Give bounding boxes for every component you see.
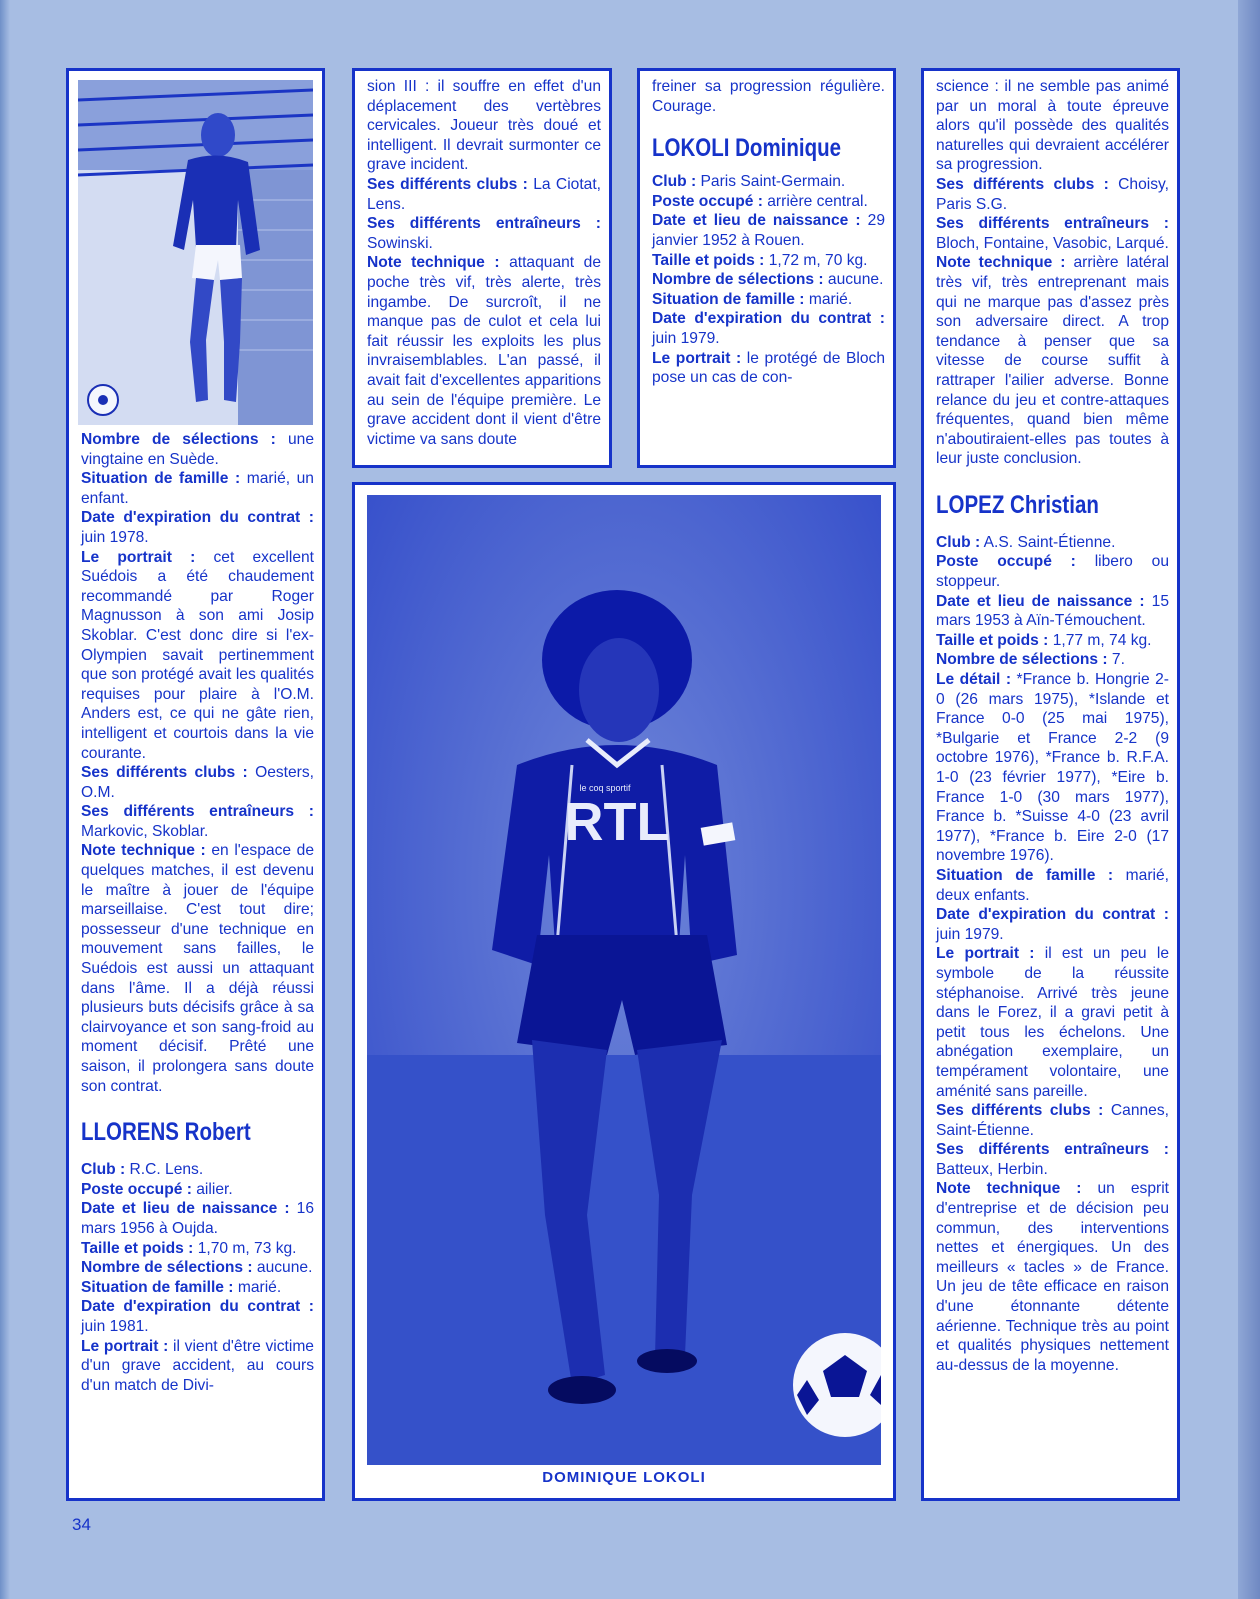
col1-para-famille2: Situation de famille : marié.	[81, 1278, 282, 1296]
col4-para-detail: Le détail : *France b. Hongrie 2-0 (26 mars 1975), *Islande et France 0-0 (25 mai 1975), *Bulgarie et France 2-2 (9 octobre 1976), *France b. R.F.A. 1-0 (23 février 1977), *Eire b. France 1-0 (30 mars 1977), France b. *Suisse 4-0 (23 avril 1977), *France b. Eire 2-0 (17 novembre 1976).	[936, 671, 1169, 865]
col3-para-intro: freiner sa progression régulière. Courage.	[652, 78, 885, 115]
col4-para-clubs: Ses différents clubs : Choisy, Paris S.G.	[936, 175, 1169, 213]
player-name-lopez: LOPEZ Christian	[936, 490, 1099, 519]
col4-para-selections: Nombre de sélections : 7.	[936, 651, 1125, 669]
page-right-edge	[1238, 0, 1260, 1599]
col1-para-selections2: Nombre de sélections : aucune.	[81, 1259, 313, 1277]
player-photo-1-image	[78, 80, 313, 425]
col3-para-club: Club : Paris Saint-Germain.	[652, 173, 846, 191]
column-4-box	[921, 68, 1180, 1501]
col1-para-contrat: Date d'expiration du contrat : juin 1978.	[81, 509, 314, 546]
col3-para-naissance: Date et lieu de naissance : 29 janvier 1952 à Rouen.	[652, 212, 885, 249]
col1-para-taille: Taille et poids : 1,70 m, 73 kg.	[81, 1239, 297, 1257]
col3-para-portrait: Le portrait : le protégé de Bloch pose un cas de con-	[652, 349, 885, 387]
col4-para-poste: Poste occupé : libero ou stoppeur.	[936, 553, 1170, 591]
col4-para-clubs2: Ses différents clubs : Cannes, Saint-Étienne.	[936, 1102, 1169, 1139]
jersey-brand-text: le coq sportif	[579, 783, 631, 793]
col3-para-taille: Taille et poids : 1,72 m, 70 kg.	[652, 251, 868, 269]
col1-para-entraineurs: Ses différents entraîneurs : Markovic, Skoblar.	[81, 803, 314, 840]
col3-para-poste: Poste occupé : arrière central.	[652, 192, 868, 210]
col4-para-taille: Taille et poids : 1,77 m, 74 kg.	[936, 631, 1152, 649]
col1-para-club: Club : R.C. Lens.	[81, 1161, 204, 1179]
col4-para-club: Club : A.S. Saint-Étienne.	[936, 533, 1116, 551]
column-1-box	[66, 68, 325, 1501]
col1-para-portrait: Le portrait : cet excellent Suédois a été chaudement recommandé par Roger Magnusson à son ami Josip Skoblar. C'est donc dire si l'ex-Olympien savait pertinemment que son protégé avait les qualités requises pour plaire à l'O.M. Anders est, ce qui ne gâte rien, intelligent et courtois dans la vie courante.	[81, 548, 314, 762]
col1-para-naissance: Date et lieu de naissance : 16 mars 1956 à Oujda.	[81, 1200, 314, 1237]
col4-para-intro: science : il ne semble pas animé par un moral à toute épreuve alors qu'il possède des qualités naturelles qui devraient accélérer sa progression.	[936, 78, 1169, 174]
photo-anders	[78, 80, 313, 425]
column-2-box	[352, 68, 612, 468]
col1-para-famille: Situation de famille : marié, un enfant.	[81, 470, 314, 507]
page-number: 34	[72, 1515, 91, 1534]
column-3-box	[637, 68, 896, 468]
col1-para-note: Note technique : en l'espace de quelques matches, il est devenu le maître à jouer de l'équipe marseillaise. C'est tout dire; possesseur d'une technique en mouvement sans failles, le Suédois est aussi un attaquant dans l'âme. Il a déjà réussi plusieurs buts décisifs grâce à sa clairvoyance et son sang-froid au moment décisif. Prêté une saison, il prolongera sans doute son contrat.	[81, 842, 315, 1095]
col4-para-portrait: Le portrait : il est un peu le symbole de la réussite stéphanoise. Arrivé très jeune dans le Forez, il a gravi petit à petit tous les échelons. Une abnégation exemplaire, un tempérament volontaire, une aménité sans pareille.	[936, 945, 1169, 1100]
column-4-text	[924, 77, 1177, 1375]
photo-caption: DOMINIQUE LOKOLI	[542, 1469, 706, 1486]
col4-para-note: Note technique : arrière latéral très vif, très entreprenant mais qui ne marque pas d'assez près son adversaire direct. A trop tendance à penser que sa vitesse de course suffit à rattraper l'ailier adverse. Bonne relance du jeu et contre-attaques fréquentes, quand bien même n'aboutiraient-elles pas toutes à leur juste conclusion.	[936, 254, 1170, 468]
col1-para-portrait2: Le portrait : il vient d'être victime d'un grave accident, au cours d'un match de Divi-	[81, 1337, 314, 1394]
col4-para-contrat: Date d'expiration du contrat : juin 1979.	[936, 906, 1169, 943]
col4-para-note2: Note technique : un esprit d'entreprise et de décision peu commun, des interventions nettes et énergiques. Un des meilleurs « tacles » de France. Un jeu de tête efficace en raison d'une étonnante détente aérienne. Technique très au point et qualités physiques nettement au-dessus de la moyenne.	[936, 1180, 1169, 1374]
col3-para-selections: Nombre de sélections : aucune.	[652, 271, 884, 289]
column-2-text	[355, 77, 609, 449]
col4-para-entraineurs: Ses différents entraîneurs : Bloch, Fontaine, Vasobic, Larqué.	[936, 215, 1169, 252]
column-1-text	[69, 430, 322, 1395]
col1-para-contrat2: Date d'expiration du contrat : juin 1981.	[81, 1298, 314, 1335]
jersey-sponsor-text: RTL	[564, 792, 670, 852]
col1-para-poste: Poste occupé : ailier.	[81, 1180, 233, 1198]
col2-para-clubs: Ses différents clubs : La Ciotat, Lens.	[367, 175, 602, 213]
col2-para-entraineurs: Ses différents entraîneurs : Sowinski.	[367, 215, 601, 252]
col4-para-entraineurs2: Ses différents entraîneurs : Batteux, Herbin.	[936, 1141, 1169, 1178]
col4-para-naissance: Date et lieu de naissance : 15 mars 1953 à Aïn-Témouchent.	[936, 592, 1169, 630]
photo-lokoli	[367, 495, 881, 1465]
col2-para-intro: sion III : il souffre en effet d'un déplacement des vertèbres cervicales. Joueur très doué et intelligent. Il devrait surmonter ce grave incident.	[367, 78, 601, 174]
lokoli-photo-box	[352, 482, 896, 1501]
col3-para-contrat: Date d'expiration du contrat : juin 1979.	[652, 310, 885, 347]
col1-para-clubs: Ses différents clubs : Oesters, O.M.	[81, 764, 314, 801]
player-name-lokoli: LOKOLI Dominique	[652, 134, 842, 163]
col1-para-selections: Nombre de sélections : une vingtaine en Suède.	[81, 431, 314, 468]
col3-para-famille: Situation de famille : marié.	[652, 290, 853, 308]
column-3-text	[640, 77, 893, 388]
player-photo-2-image	[367, 495, 881, 1465]
col2-para-note: Note technique : attaquant de poche très vif, très alerte, très ingambe. De surcroît, il ne manque pas de culot et cela lui fait réussir les exploits les plus invraisemblables. L'an passé, il avait fait d'excellentes apparitions au sein de l'équipe première. Le grave accident dont il vient d'être victime va sans doute	[367, 254, 602, 448]
page-binding-edge	[0, 0, 10, 1599]
col4-para-famille: Situation de famille : marié, deux enfants.	[936, 866, 1169, 904]
player-name-llorens: LLORENS Robert	[81, 1118, 251, 1147]
